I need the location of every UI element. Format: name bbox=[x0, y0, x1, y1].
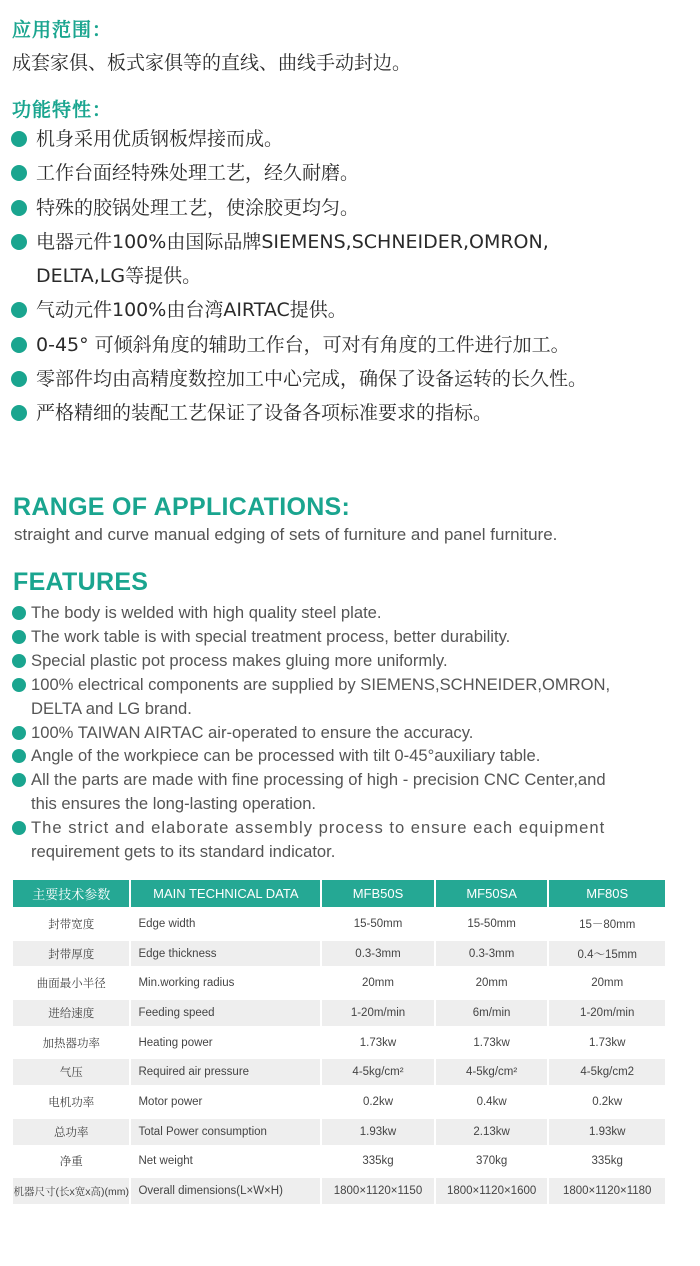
table-cell: 1.93kw bbox=[322, 1119, 434, 1145]
cn-applications-text: 成套家俱、板式家俱等的直线、曲线手动封边。 bbox=[12, 52, 412, 74]
table-cell: 机器尺寸(长x宽x高)(mm) bbox=[13, 1178, 129, 1204]
bullet-dot-icon bbox=[12, 606, 26, 620]
cn-feature-item: 特殊的胶锅处理工艺，使涂胶更均匀。 bbox=[10, 191, 587, 225]
table-cell: Min.working radius bbox=[138, 977, 235, 990]
cn-feature-item: 严格精细的装配工艺保证了设备各项标准要求的指标。 bbox=[10, 396, 587, 430]
en-feature-item: The body is welded with high quality steel plate. bbox=[12, 601, 692, 625]
table-cell: Overall dimensions(L×W×H) bbox=[131, 1178, 320, 1204]
cn-feature-item: 零部件均由高精度数控加工中心完成，确保了设备运转的长久性。 bbox=[10, 362, 587, 396]
bullet-dot-icon bbox=[12, 749, 26, 763]
table-cell: 1800×1120×1600 bbox=[436, 1178, 548, 1204]
table-cell: Heating power bbox=[138, 1036, 213, 1049]
cn-feature-item: 机身采用优质钢板焊接而成。 bbox=[10, 122, 587, 156]
table-cell: Net weight bbox=[138, 1155, 193, 1168]
table-cell: 封带厚度 bbox=[13, 941, 129, 967]
table-cell: 0.3-3mm bbox=[322, 941, 434, 967]
table-cell: 封带宽度 bbox=[48, 918, 95, 931]
cn-feature-item: 电器元件100%由国际品牌SIEMENS,SCHNEIDER,OMRON, DELTA,LG等提供。 bbox=[10, 225, 587, 294]
cn-feature-item: 工作台面经特殊处理工艺，经久耐磨。 bbox=[10, 156, 587, 190]
en-feature-item: All the parts are made with fine processing of high - precision CNC Center,and this ensures the long-lasting operation. bbox=[12, 768, 692, 816]
header-model-mf80s: MF80S bbox=[549, 880, 665, 907]
bullet-dot-icon bbox=[12, 678, 26, 692]
table-row bbox=[13, 1059, 665, 1085]
table-cell: Required air pressure bbox=[131, 1059, 320, 1085]
en-features-heading: FEATURES bbox=[13, 568, 149, 596]
bullet-dot-icon bbox=[11, 234, 27, 250]
table-cell: 15-50mm bbox=[353, 917, 403, 930]
bullet-dot-icon bbox=[11, 200, 27, 216]
table-cell: 电机功率 bbox=[48, 1096, 95, 1109]
table-cell: 0.4kw bbox=[476, 1095, 507, 1108]
table-row bbox=[13, 1089, 665, 1115]
table-cell: 15-50mm bbox=[467, 917, 516, 930]
header-model-mfb50s: MFB50S bbox=[322, 880, 434, 907]
table-cell: 4-5kg/cm² bbox=[436, 1059, 548, 1085]
table-row bbox=[13, 941, 665, 967]
table-cell: 总功率 bbox=[13, 1119, 129, 1145]
bullet-dot-icon bbox=[12, 630, 26, 644]
table-cell: Motor power bbox=[138, 1095, 203, 1108]
table-cell: 20mm bbox=[591, 977, 624, 990]
en-feature-item: 100% TAIWAN AIRTAC air-operated to ensure the accuracy. bbox=[12, 721, 692, 745]
table-cell: 335kg bbox=[591, 1155, 623, 1168]
table-row bbox=[13, 1119, 665, 1145]
table-header-row bbox=[13, 880, 665, 907]
table-cell: 15－80mm bbox=[579, 918, 636, 931]
table-cell: 1-20m/min bbox=[549, 1000, 665, 1026]
table-cell: 1.93kw bbox=[549, 1119, 665, 1145]
en-feature-item: Angle of the workpiece can be processed with tilt 0-45°auxiliary table. bbox=[12, 744, 692, 768]
cn-features-heading: 功能特性： bbox=[12, 99, 113, 121]
table-cell: 1.73kw bbox=[588, 1036, 626, 1049]
cn-feature-item: 气动元件100%由台湾AIRTAC提供。 bbox=[10, 293, 587, 327]
table-cell: 气压 bbox=[13, 1059, 129, 1085]
table-cell: 1-20m/min bbox=[322, 1000, 434, 1026]
table-cell: 370kg bbox=[475, 1155, 508, 1168]
table-cell: Total Power consumption bbox=[131, 1119, 320, 1145]
bullet-dot-icon bbox=[12, 654, 26, 668]
table-cell: 1800×1120×1150 bbox=[322, 1178, 434, 1204]
table-cell: Feeding speed bbox=[131, 1000, 320, 1026]
technical-data-table bbox=[11, 876, 667, 1208]
table-row bbox=[13, 1149, 665, 1175]
bullet-dot-icon bbox=[11, 371, 27, 387]
bullet-dot-icon bbox=[12, 773, 26, 787]
en-features-list bbox=[12, 601, 692, 864]
table-cell: 6m/min bbox=[436, 1000, 548, 1026]
cn-features-list bbox=[10, 122, 587, 431]
table-row bbox=[13, 1000, 665, 1026]
en-feature-item: The strict and elaborate assembly process to ensure each equipment requirement gets to its standard indicator. bbox=[12, 816, 692, 864]
bullet-dot-icon bbox=[12, 821, 26, 835]
bullet-dot-icon bbox=[11, 337, 27, 353]
table-cell: 0.3-3mm bbox=[436, 941, 548, 967]
table-cell: 335kg bbox=[362, 1155, 394, 1168]
table-row bbox=[13, 970, 665, 996]
table-cell: 加热器功率 bbox=[42, 1037, 100, 1050]
en-feature-item: 100% electrical components are supplied by SIEMENS,SCHNEIDER,OMRON, DELTA and LG brand. bbox=[12, 673, 692, 721]
table-cell: 4-5kg/cm² bbox=[322, 1059, 434, 1085]
cn-applications-heading: 应用范围： bbox=[12, 19, 113, 41]
table-cell: Edge width bbox=[138, 917, 196, 930]
table-cell: 0.2kw bbox=[592, 1095, 623, 1108]
en-applications-text: straight and curve manual edging of sets of furniture and panel furniture. bbox=[14, 525, 558, 544]
header-en-param: MAIN TECHNICAL DATA bbox=[131, 880, 320, 907]
table-cell: 0.4～15mm bbox=[549, 941, 665, 967]
table-cell: 1800×1120×1180 bbox=[549, 1178, 665, 1204]
en-feature-item: Special plastic pot process makes gluing more uniformly. bbox=[12, 649, 692, 673]
table-cell: 2.13kw bbox=[436, 1119, 548, 1145]
bullet-dot-icon bbox=[12, 726, 26, 740]
table-row bbox=[13, 1178, 665, 1204]
bullet-dot-icon bbox=[11, 405, 27, 421]
table-cell: 进给速度 bbox=[13, 1000, 129, 1026]
table-cell: Edge thickness bbox=[131, 941, 320, 967]
table-cell: 0.2kw bbox=[362, 1095, 394, 1108]
table-cell: 1.73kw bbox=[473, 1036, 510, 1049]
table-cell: 曲面最小半径 bbox=[36, 978, 106, 991]
table-cell: 4-5kg/cm2 bbox=[549, 1059, 665, 1085]
header-model-mf50sa: MF50SA bbox=[436, 880, 548, 907]
table-cell: 20mm bbox=[475, 977, 508, 990]
header-cn-param: 主要技术参数 bbox=[13, 880, 129, 907]
en-feature-item: The work table is with special treatment process, better durability. bbox=[12, 625, 692, 649]
cn-feature-item: 0-45° 可倾斜角度的辅助工作台，可对有角度的工件进行加工。 bbox=[10, 328, 587, 362]
table-row bbox=[13, 1030, 665, 1056]
en-applications-heading: RANGE OF APPLICATIONS: bbox=[13, 493, 351, 521]
bullet-dot-icon bbox=[11, 302, 27, 318]
table-row bbox=[13, 911, 665, 937]
table-cell: 20mm bbox=[362, 977, 394, 990]
table-cell: 1.73kw bbox=[359, 1036, 397, 1049]
table-cell: 净重 bbox=[59, 1156, 83, 1169]
bullet-dot-icon bbox=[11, 165, 27, 181]
bullet-dot-icon bbox=[11, 131, 27, 147]
